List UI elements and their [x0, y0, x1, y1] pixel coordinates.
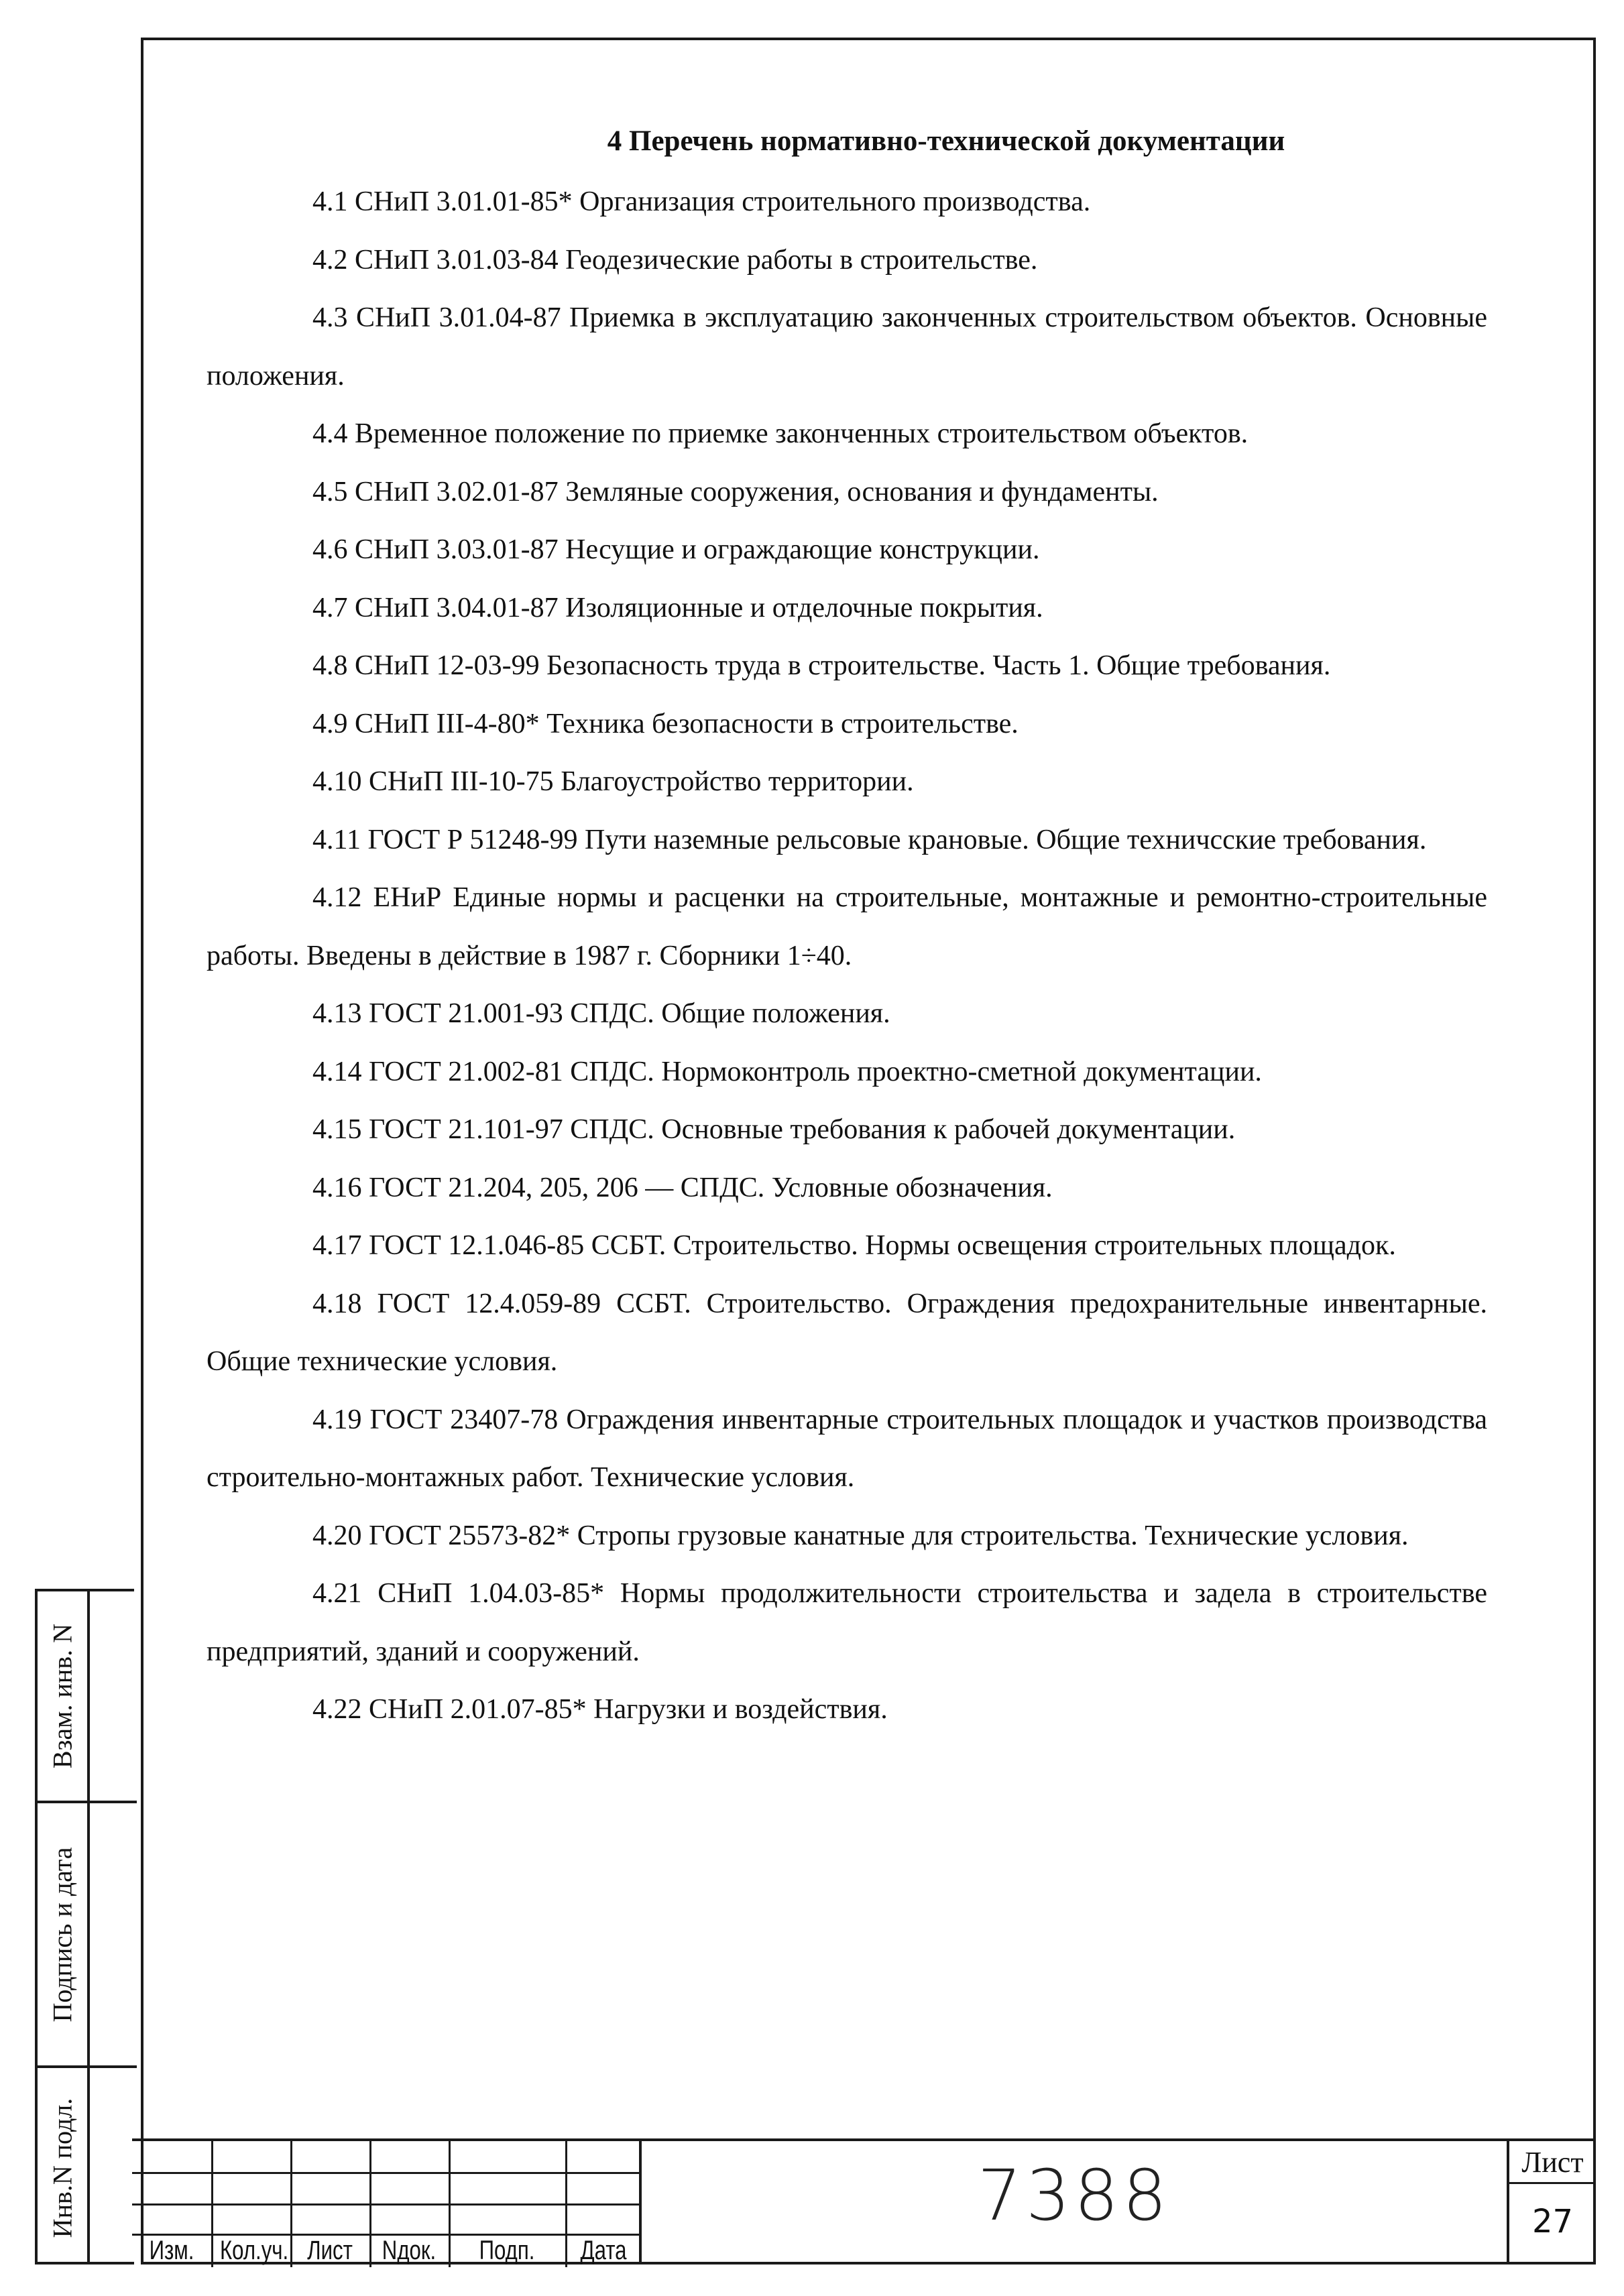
vzam-inv-value: [87, 1591, 137, 1803]
list-item: 4.11 ГОСТ Р 51248-99 Пути наземные рельсовые крановые. Общие техничсские требования.: [312, 824, 1427, 855]
inv-podl-cell: [38, 2068, 87, 2267]
list-item: 4.1 СНиП 3.01.01-85* Организация строительного производства.: [312, 186, 1091, 217]
col-izm: Изм.: [149, 2236, 194, 2265]
col-data: Дата: [580, 2236, 627, 2265]
list-item: 4.10 СНиП III-10-75 Благоустройство территории.: [312, 766, 914, 797]
list-item: 4.18 ГОСТ 12.4.059-89 ССБТ. Строительство. Ограждения предохранительные инвентарные. Общие технические условия.: [207, 1288, 1487, 1377]
sheet-label: Лист: [1509, 2141, 1596, 2184]
vzam-inv-label: Взам. инв. N: [47, 1623, 78, 1769]
list-item: 4.22 СНиП 2.01.07-85* Нагрузки и воздействия.: [312, 1694, 888, 1725]
signature-date-value: [87, 1803, 137, 2068]
revision-table: [132, 2138, 642, 2264]
inv-podl-label: Инв.N подл.: [47, 2098, 78, 2238]
list-item: 4.2 СНиП 3.01.03-84 Геодезические работы в строительстве.: [312, 244, 1038, 276]
revision-col-line: [449, 2141, 451, 2267]
list-item: 4.5 СНиП 3.02.01-87 Земляные сооружения, основания и фундаменты.: [312, 476, 1159, 507]
list-item: 4.7 СНиП 3.04.01-87 Изоляционные и отделочные покрытия.: [312, 592, 1043, 623]
revision-col-line: [290, 2141, 292, 2267]
revision-col-line: [565, 2141, 567, 2267]
vzam-inv-cell: [38, 1591, 87, 1803]
document-list: [207, 173, 1487, 1739]
signature-date-cell: [38, 1803, 87, 2068]
list-item: 4.19 ГОСТ 23407-78 Ограждения инвентарные строительных площадок и участков производства строительно-монтажных работ. Технические условия.: [207, 1404, 1487, 1493]
section-title: 4 Перечень нормативно-технической документации: [607, 125, 1285, 157]
document-code-cell: [642, 2138, 1507, 2264]
list-item: 4.15 ГОСТ 21.101-97 СПДС. Основные требования к рабочей документации.: [312, 1114, 1236, 1145]
col-ndok: Nдок.: [382, 2236, 437, 2265]
list-item: 4.13 ГОСТ 21.001-93 СПДС. Общие положения.: [312, 998, 890, 1029]
list-item: 4.8 СНиП 12-03-99 Безопасность труда в строительстве. Часть 1. Общие требования.: [312, 650, 1331, 681]
list-item: 4.17 ГОСТ 12.1.046-85 ССБТ. Строительство. Нормы освещения строительных площадок.: [312, 1230, 1396, 1261]
sheet-cell: [1507, 2138, 1596, 2264]
revision-col-line: [211, 2141, 213, 2267]
revision-col-line: [369, 2141, 371, 2267]
list-item: 4.16 ГОСТ 21.204, 205, 206 — СПДС. Условные обозначения.: [312, 1172, 1053, 1203]
list-item: 4.3 СНиП 3.01.04-87 Приемка в эксплуатацию законченных строительством объектов. Основные положения.: [207, 302, 1487, 391]
sheet-number: 27: [1531, 2203, 1574, 2240]
list-item: 4.14 ГОСТ 21.002-81 СПДС. Нормоконтроль проектно-сметной документации.: [312, 1056, 1262, 1087]
list-item: 4.4 Временное положение по приемке законченных строительством объектов.: [312, 418, 1249, 449]
document-code: 7388: [977, 2155, 1171, 2236]
col-podp: Подп.: [479, 2236, 535, 2265]
list-item: 4.12 ЕНиР Единые нормы и расценки на строительные, монтажные и ремонтно-строительные работы. Введены в действие в 1987 г. Сборники 1÷40.: [207, 882, 1487, 971]
col-list: Лист: [307, 2236, 353, 2265]
title-block: [132, 2138, 1596, 2264]
list-item: 4.21 СНиП 1.04.03-85* Нормы продолжительности строительства и задела в строительстве предприятий, зданий и сооружений.: [207, 1578, 1487, 1667]
side-stamp: [35, 1589, 134, 2264]
signature-date-label: Подпись и дата: [47, 1846, 78, 2022]
col-kol-uch: Кол.уч.: [219, 2236, 289, 2265]
list-item: 4.9 СНиП III-4-80* Техника безопасности в строительстве.: [312, 708, 1019, 739]
list-item: 4.6 СНиП 3.03.01-87 Несущие и ограждающие конструкции.: [312, 534, 1040, 565]
list-item: 4.20 ГОСТ 25573-82* Стропы грузовые канатные для строительства. Технические условия.: [312, 1520, 1409, 1551]
